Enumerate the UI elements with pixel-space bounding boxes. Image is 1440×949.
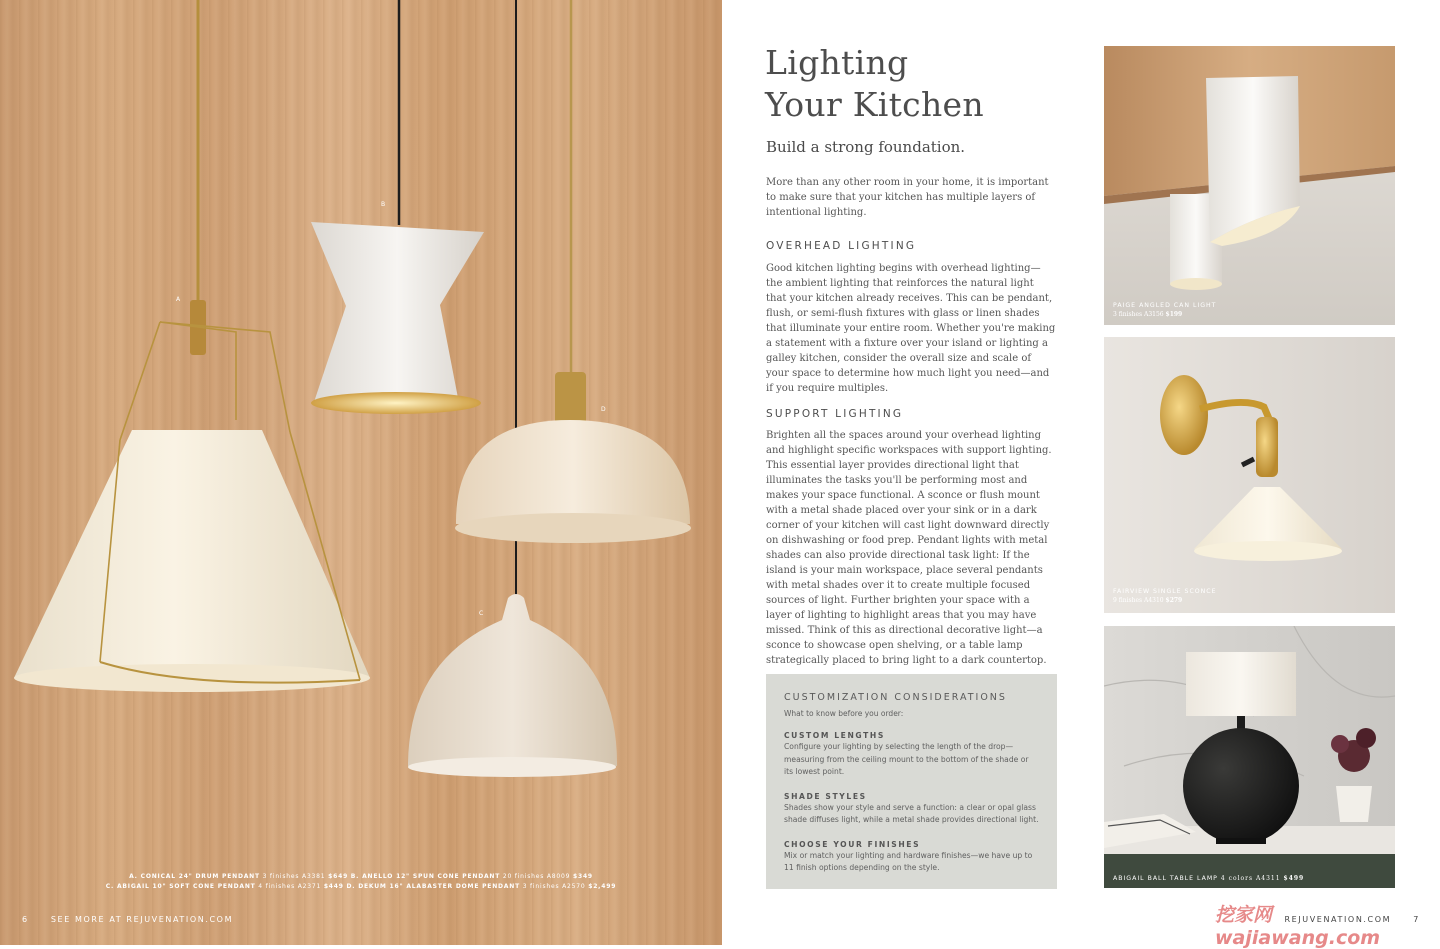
product-caption-paige <box>1113 302 1216 318</box>
caption-price: $449 <box>323 883 344 890</box>
product-finishes: 9 finishes A4310 <box>1113 597 1164 604</box>
support-lighting-heading: SUPPORT LIGHTING <box>766 408 904 420</box>
abigail-table-lamp-photo <box>1104 626 1395 888</box>
abigail-cone-pendant <box>408 594 617 777</box>
fairview-sconce-photo <box>1104 337 1395 613</box>
shade-styles-heading: SHADE STYLES <box>784 791 867 801</box>
product-price: $499 <box>1283 875 1305 882</box>
caption-meta: 20 finishes A8009 <box>502 873 571 880</box>
product-finishes: 3 finishes A3156 <box>1113 311 1164 318</box>
product-caption-fairview <box>1113 588 1217 604</box>
caption-name: D. DEKUM 16" ALABASTER DOME PENDANT <box>346 883 520 890</box>
caption-meta: 4 finishes A2371 <box>258 883 322 890</box>
caption-name: A. CONICAL 24" DRUM PENDANT <box>129 873 260 880</box>
conical-drum-pendant <box>14 300 370 692</box>
figure-letter-c: C <box>479 610 485 617</box>
caption-meta: 3 finishes A2570 <box>522 883 586 890</box>
title-line-2: Your Kitchen <box>765 85 984 124</box>
product-meta <box>1113 597 1217 604</box>
website-link-right[interactable]: REJUVENATION.COM <box>1284 915 1392 924</box>
article-intro: More than any other room in your home, it is important to make sure that your kitchen has multiple layers of intentional lighting. <box>766 177 1049 218</box>
caption-line <box>0 872 722 882</box>
product-card-fairview[interactable] <box>1104 337 1395 613</box>
choose-finishes-body: Mix or match your lighting and hardware finishes—we have up to 11 finish options depending on the style. <box>784 850 1033 872</box>
customization-box <box>766 674 1057 889</box>
product-caption-abigail <box>1113 875 1304 882</box>
title-line-1: Lighting <box>765 43 909 82</box>
customization-title: CUSTOMIZATION CONSIDERATIONS <box>784 692 1007 703</box>
paige-can-light-photo <box>1104 46 1395 325</box>
anello-cone-pendant <box>311 222 484 414</box>
product-name: PAIGE ANGLED CAN LIGHT <box>1113 302 1217 309</box>
product-name: FAIRVIEW SINGLE SCONCE <box>1113 588 1217 595</box>
custom-lengths-body: Configure your lighting by selecting the length of the drop—measuring from the ceiling mount to the bottom of the shade or its lowest point. <box>784 742 1029 776</box>
product-card-paige[interactable] <box>1104 46 1395 325</box>
figure-letter-b: B <box>381 201 387 208</box>
caption-price: $349 <box>573 873 593 880</box>
page-number-left: 6 <box>22 915 29 924</box>
product-card-abigail[interactable] <box>1104 626 1395 888</box>
custom-lengths-heading: CUSTOM LENGTHS <box>784 731 885 740</box>
pendant-captions <box>0 872 722 892</box>
caption-meta: 3 finishes A3381 <box>262 873 326 880</box>
support-lighting-body: Brighten all the spaces around your overhead lighting and highlight specific workspaces with support lighting. This essential layer provides directional light that illuminates the tasks you'll be performing most and makes your space functional. A sconce or flush mount with a metal shade placed over your sink or in a dark corner of your kitchen will cast light downward directly on dishwashing or food prep. Pendant lights with metal shades can also provide directional task light: If the island is your main workspace, place several pendants with metal shades over it to create multiple focused sources of light. Further brighten your space with a layer of lighting to highlight areas that you may have missed. Think of this as directional decorative light—a sconce to showcase open shelving, or a table lamp strategically placed to bring light to a dark countertop. <box>766 430 1052 666</box>
overhead-lighting-heading: OVERHEAD LIGHTING <box>766 240 917 252</box>
overhead-lighting-body: Good kitchen lighting begins with overhead lighting—the ambient lighting that reinforces the natural light that your kitchen already receives. This can be pendant, flush, or semi-flush fixtures with glass or linen shades that illuminate your entire room. Whether you're making a statement with a fixture over your island or lighting a galley kitchen, consider the overall size and scale of your space to determine how much light you need—and if you require multiples. <box>766 263 1056 394</box>
website-link-left[interactable]: SEE MORE AT REJUVENATION.COM <box>50 915 234 924</box>
caption-price: $2,499 <box>588 883 617 890</box>
caption-name: C. ABIGAIL 10" SOFT CONE PENDANT <box>105 883 256 890</box>
left-page-footer <box>22 915 251 924</box>
caption-name: B. ANELLO 12" SPUN CONE PENDANT <box>350 873 501 880</box>
caption-price: $649 <box>328 873 349 880</box>
article-subtitle: Build a strong foundation. <box>766 138 966 156</box>
product-finishes: 4 colors A4311 <box>1220 875 1281 882</box>
alabaster-dome-pendant <box>455 372 691 543</box>
product-price: $199 <box>1165 311 1183 318</box>
shade-styles-body: Shades show your style and serve a function: a clear or opal glass shade diffuses light, while a metal shade provides directional light. <box>784 802 1039 824</box>
choose-finishes-heading: CHOOSE YOUR FINISHES <box>784 839 921 849</box>
figure-letter-d: D <box>601 406 607 413</box>
hero-photo <box>0 0 722 945</box>
customization-lead: What to know before you order: <box>784 709 904 718</box>
pendant-lights-illustration <box>0 0 722 945</box>
product-caption-line <box>1113 875 1304 882</box>
figure-letter-a: A <box>176 296 182 303</box>
page-number-right: 7 <box>1413 915 1420 924</box>
site-watermark: 挖家网 wajiawang.com <box>1215 904 1381 949</box>
article-title <box>765 42 984 126</box>
caption-line <box>0 882 722 892</box>
product-price: $279 <box>1165 597 1183 604</box>
product-meta <box>1113 311 1216 318</box>
product-name: ABIGAIL BALL TABLE LAMP <box>1113 875 1218 882</box>
